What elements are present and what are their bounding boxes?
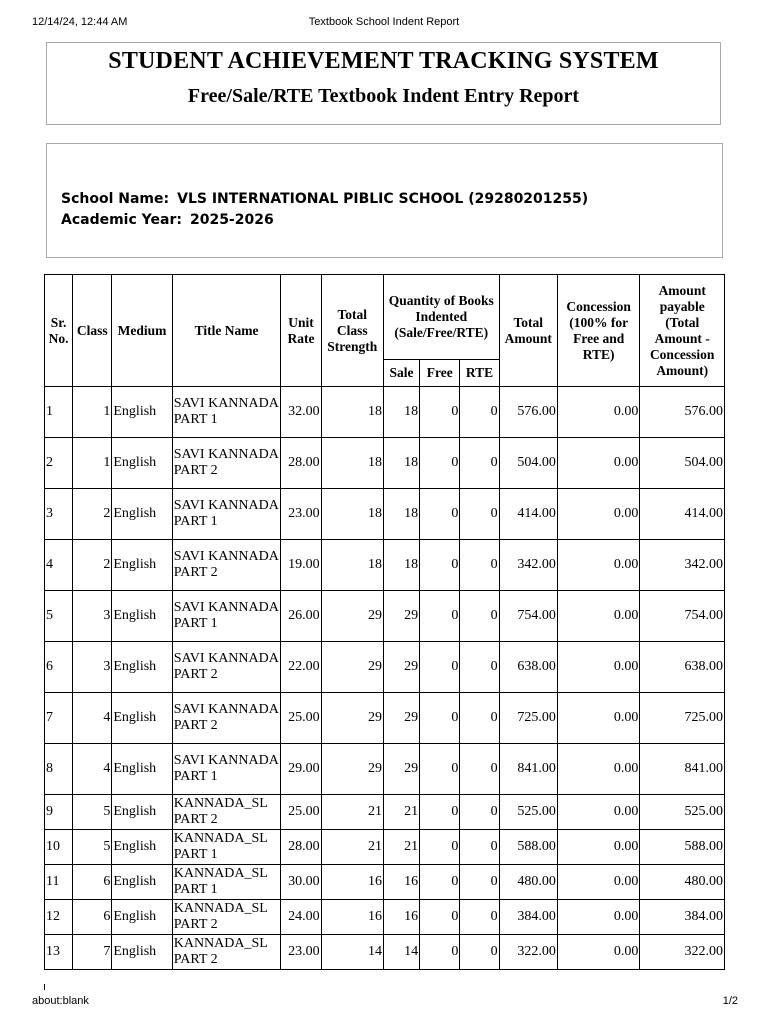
cell-rte: 0 xyxy=(460,795,499,830)
cell-sale: 16 xyxy=(383,865,419,900)
cell-concession: 0.00 xyxy=(557,795,639,830)
report-subtitle: Free/Sale/RTE Textbook Indent Entry Report xyxy=(187,85,580,107)
cell-unit-rate: 29.00 xyxy=(281,744,321,795)
table-row xyxy=(45,865,725,900)
cell-sr-no: 11 xyxy=(45,865,73,900)
cell-total-amount: 754.00 xyxy=(499,591,557,642)
cell-sr-no: 13 xyxy=(45,935,73,970)
cell-concession: 0.00 xyxy=(557,900,639,935)
cell-sr-no: 5 xyxy=(45,591,73,642)
cell-unit-rate: 22.00 xyxy=(281,642,321,693)
header-sale: Sale xyxy=(383,360,419,387)
cell-unit-rate: 23.00 xyxy=(281,489,321,540)
cell-class: 6 xyxy=(73,900,112,935)
cell-amount-payable: 841.00 xyxy=(640,744,725,795)
cell-title-name: SAVI KANNADA PART 1 xyxy=(172,591,281,642)
cell-title-name: SAVI KANNADA PART 1 xyxy=(172,744,281,795)
cell-free: 0 xyxy=(420,591,460,642)
school-name-value: VLS INTERNATIONAL PIBLIC SCHOOL (29280201255) xyxy=(177,191,589,207)
cell-concession: 0.00 xyxy=(557,438,639,489)
header-title-name: Title Name xyxy=(172,275,281,387)
cell-medium: English xyxy=(112,900,172,935)
cell-rte: 0 xyxy=(460,540,499,591)
school-name-row xyxy=(61,191,588,207)
cell-unit-rate: 26.00 xyxy=(281,591,321,642)
cell-rte: 0 xyxy=(460,744,499,795)
cell-title-name: SAVI KANNADA PART 2 xyxy=(172,438,281,489)
header-concession: Concession (100% for Free and RTE) xyxy=(557,275,639,387)
cell-total-amount: 504.00 xyxy=(499,438,557,489)
cell-class-strength: 29 xyxy=(321,693,383,744)
cell-amount-payable: 414.00 xyxy=(640,489,725,540)
cell-free: 0 xyxy=(420,830,460,865)
cell-rte: 0 xyxy=(460,900,499,935)
cell-amount-payable: 725.00 xyxy=(640,693,725,744)
cell-medium: English xyxy=(112,830,172,865)
cell-rte: 0 xyxy=(460,642,499,693)
cell-total-amount: 322.00 xyxy=(499,935,557,970)
cell-concession: 0.00 xyxy=(557,642,639,693)
cell-sale: 29 xyxy=(383,744,419,795)
cell-total-amount: 414.00 xyxy=(499,489,557,540)
table-row xyxy=(45,489,725,540)
cell-sale: 18 xyxy=(383,438,419,489)
cell-class-strength: 21 xyxy=(321,795,383,830)
cell-class-strength: 14 xyxy=(321,935,383,970)
header-quantity: Quantity of Books Indented (Sale/Free/RTE) xyxy=(383,275,499,360)
cell-title-name: KANNADA_SL PART 2 xyxy=(172,795,281,830)
system-title: STUDENT ACHIEVEMENT TRACKING SYSTEM xyxy=(108,48,659,74)
academic-year-value: 2025-2026 xyxy=(189,212,274,228)
cell-rte: 0 xyxy=(460,591,499,642)
cell-medium: English xyxy=(112,540,172,591)
cell-total-amount: 342.00 xyxy=(499,540,557,591)
cell-concession: 0.00 xyxy=(557,865,639,900)
cell-unit-rate: 30.00 xyxy=(281,865,321,900)
cell-sale: 29 xyxy=(383,591,419,642)
cell-class-strength: 18 xyxy=(321,387,383,438)
cell-sale: 21 xyxy=(383,830,419,865)
cell-sr-no: 1 xyxy=(45,387,73,438)
cell-rte: 0 xyxy=(460,693,499,744)
cell-free: 0 xyxy=(420,387,460,438)
print-datetime: 12/14/24, 12:44 AM xyxy=(32,16,128,28)
print-page-number: 1/2 xyxy=(722,995,738,1007)
cell-unit-rate: 23.00 xyxy=(281,935,321,970)
cell-sr-no: 7 xyxy=(45,693,73,744)
cell-title-name: SAVI KANNADA PART 2 xyxy=(172,693,281,744)
cell-sale: 18 xyxy=(383,540,419,591)
cell-sale: 29 xyxy=(383,693,419,744)
cell-free: 0 xyxy=(420,693,460,744)
cell-rte: 0 xyxy=(460,438,499,489)
cell-concession: 0.00 xyxy=(557,693,639,744)
cell-rte: 0 xyxy=(460,387,499,438)
cell-class-strength: 18 xyxy=(321,489,383,540)
table-row xyxy=(45,693,725,744)
cell-rte: 0 xyxy=(460,935,499,970)
header-sr-no: Sr. No. xyxy=(45,275,73,387)
table-row xyxy=(45,830,725,865)
school-info-box xyxy=(46,143,723,258)
header-medium: Medium xyxy=(112,275,172,387)
cell-free: 0 xyxy=(420,642,460,693)
cell-medium: English xyxy=(112,642,172,693)
cell-sr-no: 12 xyxy=(45,900,73,935)
cell-title-name: KANNADA_SL PART 2 xyxy=(172,935,281,970)
cell-concession: 0.00 xyxy=(557,744,639,795)
cell-class-strength: 29 xyxy=(321,744,383,795)
cell-title-name: SAVI KANNADA PART 2 xyxy=(172,540,281,591)
header-class-strength: Total Class Strength xyxy=(321,275,383,387)
cell-amount-payable: 576.00 xyxy=(640,387,725,438)
cell-rte: 0 xyxy=(460,830,499,865)
cell-unit-rate: 25.00 xyxy=(281,693,321,744)
cell-concession: 0.00 xyxy=(557,591,639,642)
cell-free: 0 xyxy=(420,795,460,830)
cell-free: 0 xyxy=(420,935,460,970)
cell-amount-payable: 754.00 xyxy=(640,591,725,642)
cell-title-name: KANNADA_SL PART 1 xyxy=(172,865,281,900)
cell-total-amount: 588.00 xyxy=(499,830,557,865)
cell-amount-payable: 588.00 xyxy=(640,830,725,865)
cell-class-strength: 29 xyxy=(321,642,383,693)
cell-sr-no: 8 xyxy=(45,744,73,795)
cell-concession: 0.00 xyxy=(557,387,639,438)
cell-medium: English xyxy=(112,438,172,489)
report-title-box xyxy=(46,42,721,125)
print-header xyxy=(0,16,768,30)
cell-class-strength: 29 xyxy=(321,591,383,642)
cell-class-strength: 16 xyxy=(321,865,383,900)
cell-free: 0 xyxy=(420,540,460,591)
table-row xyxy=(45,744,725,795)
cell-sr-no: 6 xyxy=(45,642,73,693)
indent-table xyxy=(44,274,725,970)
cell-total-amount: 638.00 xyxy=(499,642,557,693)
cell-amount-payable: 480.00 xyxy=(640,865,725,900)
cell-sale: 29 xyxy=(383,642,419,693)
cell-unit-rate: 25.00 xyxy=(281,795,321,830)
header-rte: RTE xyxy=(460,360,499,387)
header-unit-rate: Unit Rate xyxy=(281,275,321,387)
cell-sr-no: 4 xyxy=(45,540,73,591)
cell-class: 4 xyxy=(73,693,112,744)
cell-free: 0 xyxy=(420,865,460,900)
cell-medium: English xyxy=(112,387,172,438)
school-name-label: School Name: xyxy=(61,191,170,207)
table-row xyxy=(45,387,725,438)
table-row xyxy=(45,900,725,935)
cell-sr-no: 10 xyxy=(45,830,73,865)
table-row xyxy=(45,795,725,830)
table-row xyxy=(45,935,725,970)
print-page-title: Textbook School Indent Report xyxy=(308,16,460,28)
cell-amount-payable: 384.00 xyxy=(640,900,725,935)
cell-total-amount: 480.00 xyxy=(499,865,557,900)
cell-class: 1 xyxy=(73,387,112,438)
cell-total-amount: 841.00 xyxy=(499,744,557,795)
header-class: Class xyxy=(73,275,112,387)
cell-medium: English xyxy=(112,795,172,830)
cell-class-strength: 21 xyxy=(321,830,383,865)
cell-class: 4 xyxy=(73,744,112,795)
table-row xyxy=(45,642,725,693)
cell-medium: English xyxy=(112,591,172,642)
cell-medium: English xyxy=(112,744,172,795)
table-row xyxy=(45,591,725,642)
cell-total-amount: 725.00 xyxy=(499,693,557,744)
cell-unit-rate: 24.00 xyxy=(281,900,321,935)
cell-sr-no: 3 xyxy=(45,489,73,540)
cell-amount-payable: 638.00 xyxy=(640,642,725,693)
cell-title-name: SAVI KANNADA PART 1 xyxy=(172,489,281,540)
academic-year-label: Academic Year: xyxy=(61,212,182,228)
cell-class-strength: 18 xyxy=(321,438,383,489)
cell-unit-rate: 28.00 xyxy=(281,830,321,865)
cell-concession: 0.00 xyxy=(557,489,639,540)
cell-free: 0 xyxy=(420,744,460,795)
cell-sr-no: 2 xyxy=(45,438,73,489)
cell-sale: 14 xyxy=(383,935,419,970)
cell-class-strength: 16 xyxy=(321,900,383,935)
cell-medium: English xyxy=(112,489,172,540)
cell-class: 6 xyxy=(73,865,112,900)
cell-concession: 0.00 xyxy=(557,830,639,865)
cell-sale: 21 xyxy=(383,795,419,830)
table-row xyxy=(45,438,725,489)
cell-free: 0 xyxy=(420,489,460,540)
cell-amount-payable: 525.00 xyxy=(640,795,725,830)
cell-concession: 0.00 xyxy=(557,540,639,591)
academic-year-row xyxy=(61,212,274,228)
cell-title-name: SAVI KANNADA PART 2 xyxy=(172,642,281,693)
cell-concession: 0.00 xyxy=(557,935,639,970)
cell-medium: English xyxy=(112,865,172,900)
cell-class-strength: 18 xyxy=(321,540,383,591)
cell-class: 3 xyxy=(73,642,112,693)
cell-amount-payable: 322.00 xyxy=(640,935,725,970)
cell-amount-payable: 342.00 xyxy=(640,540,725,591)
cell-title-name: KANNADA_SL PART 2 xyxy=(172,900,281,935)
cell-sale: 16 xyxy=(383,900,419,935)
cell-amount-payable: 504.00 xyxy=(640,438,725,489)
cell-rte: 0 xyxy=(460,865,499,900)
cell-free: 0 xyxy=(420,900,460,935)
cell-sale: 18 xyxy=(383,489,419,540)
cell-unit-rate: 28.00 xyxy=(281,438,321,489)
cell-class: 2 xyxy=(73,489,112,540)
cell-class: 2 xyxy=(73,540,112,591)
cell-class: 1 xyxy=(73,438,112,489)
cell-class: 7 xyxy=(73,935,112,970)
table-continuation xyxy=(44,984,726,990)
cell-sale: 18 xyxy=(383,387,419,438)
cell-total-amount: 525.00 xyxy=(499,795,557,830)
cell-unit-rate: 32.00 xyxy=(281,387,321,438)
cell-total-amount: 576.00 xyxy=(499,387,557,438)
cell-sr-no: 9 xyxy=(45,795,73,830)
header-amount-payable: Amount payable (Total Amount - Concession Amount) xyxy=(640,275,725,387)
print-url: about:blank xyxy=(32,995,89,1007)
cell-rte: 0 xyxy=(460,489,499,540)
cell-medium: English xyxy=(112,935,172,970)
cell-unit-rate: 19.00 xyxy=(281,540,321,591)
cell-medium: English xyxy=(112,693,172,744)
table-row xyxy=(45,540,725,591)
cell-class: 5 xyxy=(73,795,112,830)
header-total-amount: Total Amount xyxy=(499,275,557,387)
cell-title-name: SAVI KANNADA PART 1 xyxy=(172,387,281,438)
cell-class: 5 xyxy=(73,830,112,865)
cell-title-name: KANNADA_SL PART 1 xyxy=(172,830,281,865)
header-free: Free xyxy=(420,360,460,387)
cell-total-amount: 384.00 xyxy=(499,900,557,935)
cell-free: 0 xyxy=(420,438,460,489)
cell-class: 3 xyxy=(73,591,112,642)
